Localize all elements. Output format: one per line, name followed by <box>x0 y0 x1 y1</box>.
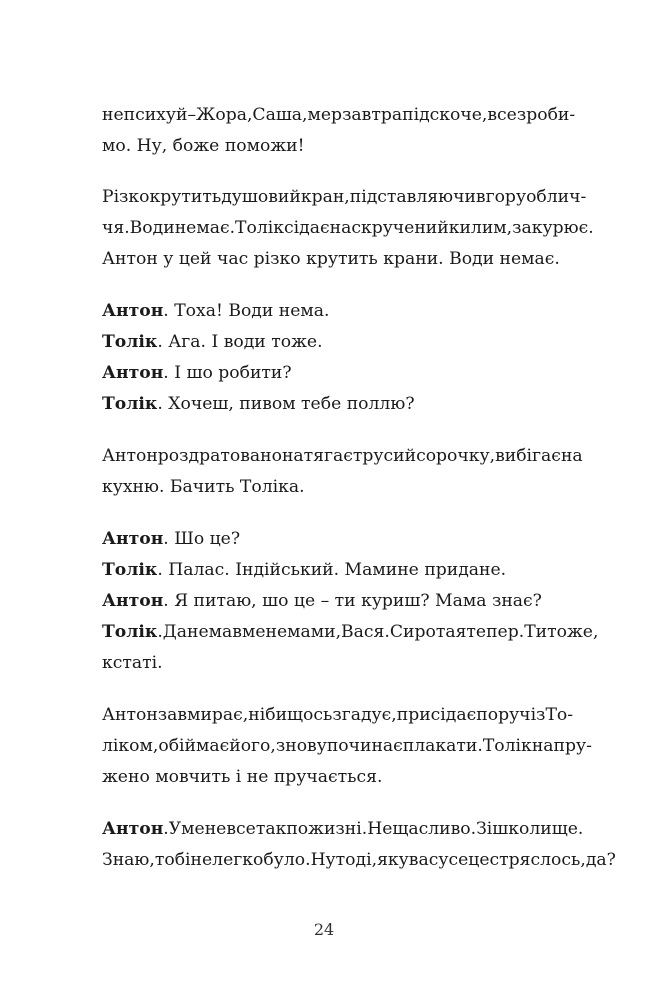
text-line: кухню. Бачить Толіка. <box>102 477 305 497</box>
speaker-name: Антон <box>102 819 164 839</box>
word: Знаю, <box>102 850 155 870</box>
word: плакати. <box>402 736 483 756</box>
word: труси <box>352 446 405 466</box>
speaker-name: Антон <box>102 591 164 611</box>
word: підставляючи <box>349 187 476 207</box>
word: крутить <box>149 187 222 207</box>
dialogue-line: Антон. І шо робити? <box>102 363 292 383</box>
word: Сирота <box>389 622 456 642</box>
speaker-name: Толік <box>102 332 158 352</box>
word: в <box>232 622 242 642</box>
word: по <box>286 819 309 839</box>
word: Антон. <box>102 819 169 839</box>
word: нелегко <box>190 850 264 870</box>
word: да? <box>585 850 616 870</box>
word: Ну <box>310 850 336 870</box>
word: все <box>487 105 517 125</box>
word: усе <box>438 850 469 870</box>
speaker-name: Толік <box>102 560 158 580</box>
word: тепер. <box>466 622 525 642</box>
word: на <box>560 446 583 466</box>
dialogue-line: Антон. Я питаю, шо це – ти куриш? Мама знає? <box>102 591 542 611</box>
word: Антон <box>102 446 158 466</box>
word: ліком, <box>102 736 159 756</box>
word: То- <box>545 705 574 725</box>
text-line: жено мовчить і не пручається. <box>102 767 383 787</box>
word: це <box>468 850 490 870</box>
dialogue-line: Толік. Палас. Індійський. Мамине придане. <box>102 560 507 580</box>
word: мене <box>241 622 288 642</box>
word: вгору <box>475 187 527 207</box>
word: Нещасливо. <box>367 819 477 839</box>
word: ще. <box>551 819 584 839</box>
word: напру- <box>531 736 592 756</box>
page-number: 24 <box>313 920 335 939</box>
word: закурює. <box>512 218 594 238</box>
text-line <box>102 185 587 209</box>
word: тоді, <box>335 850 378 870</box>
word: Толік <box>235 218 285 238</box>
word: немає. <box>174 218 236 238</box>
word: душовий <box>221 187 301 207</box>
word: кран, <box>300 187 350 207</box>
word: згадує, <box>332 705 397 725</box>
word: сідає <box>284 218 330 238</box>
word: все <box>226 819 256 839</box>
dialogue-line: Толік. Ага. І води тоже. <box>102 332 323 352</box>
word: завтра <box>342 105 403 125</box>
word: вибігає <box>495 446 561 466</box>
text-line <box>102 444 583 468</box>
word: – <box>187 105 197 125</box>
word: натягає <box>281 446 353 466</box>
word: Антон <box>102 705 158 725</box>
text-line <box>102 734 592 758</box>
word: підскоче, <box>402 105 488 125</box>
word: роздратовано <box>157 446 282 466</box>
dialogue-line <box>102 817 584 841</box>
speaker-name: Толік <box>102 394 158 414</box>
word: облич- <box>526 187 587 207</box>
word: Води <box>129 218 175 238</box>
word: сорочку, <box>416 446 496 466</box>
word: Саша, <box>252 105 308 125</box>
word: обіймає <box>158 736 230 756</box>
word: Зі <box>476 819 493 839</box>
word: Ти <box>524 622 548 642</box>
word: поруч <box>476 705 531 725</box>
word: починає <box>326 736 403 756</box>
speaker-name: Антон <box>102 363 164 383</box>
word: його, <box>229 736 276 756</box>
word: ніби <box>248 705 288 725</box>
word: тобі <box>154 850 191 870</box>
word: чя. <box>102 218 130 238</box>
word: нема <box>187 622 233 642</box>
word: завмирає, <box>157 705 249 725</box>
text-line: мо. Ну, боже поможи! <box>102 136 305 156</box>
speaker-name: Толік <box>102 622 158 642</box>
word: на <box>329 218 352 238</box>
word: присідає <box>396 705 477 725</box>
word: жизні. <box>308 819 368 839</box>
word: вас <box>408 850 439 870</box>
word: мами, <box>287 622 342 642</box>
word: щось <box>287 705 333 725</box>
word: й <box>404 446 417 466</box>
speaker-name: Антон <box>102 301 164 321</box>
word: у <box>398 850 409 870</box>
word: скручений <box>351 218 449 238</box>
word: мер <box>307 105 343 125</box>
word: стряслось, <box>489 850 586 870</box>
word: Толік. <box>102 622 163 642</box>
word: килим, <box>448 218 513 238</box>
word: так <box>255 819 287 839</box>
word: тоже, <box>547 622 599 642</box>
text-line: кстаті. <box>102 653 163 673</box>
word: я <box>455 622 467 642</box>
dialogue-line <box>102 620 599 644</box>
word: не <box>102 105 124 125</box>
word: Да <box>162 622 188 642</box>
word: психуй <box>123 105 188 125</box>
speaker-name: Антон <box>102 529 164 549</box>
word: Різко <box>102 187 150 207</box>
word: із <box>530 705 546 725</box>
text-line <box>102 216 594 240</box>
word: знову <box>275 736 327 756</box>
word: Жора, <box>196 105 253 125</box>
dialogue-line: Антон. Шо це? <box>102 529 241 549</box>
dialogue-line: Антон. Тоха! Води нема. <box>102 301 330 321</box>
word: Толік <box>482 736 532 756</box>
dialogue-line: Толік. Хочеш, пивом тебе поллю? <box>102 394 415 414</box>
text-line: Антон у цей час різко крутить крани. Води немає. <box>102 249 560 269</box>
word: У <box>168 819 182 839</box>
word: було. <box>263 850 311 870</box>
text-line <box>102 103 576 127</box>
word: Вася. <box>341 622 390 642</box>
text-line <box>102 703 574 727</box>
word: як <box>377 850 399 870</box>
text-line <box>102 848 616 872</box>
word: мене <box>181 819 227 839</box>
word: зроби- <box>516 105 576 125</box>
word: школи <box>492 819 552 839</box>
